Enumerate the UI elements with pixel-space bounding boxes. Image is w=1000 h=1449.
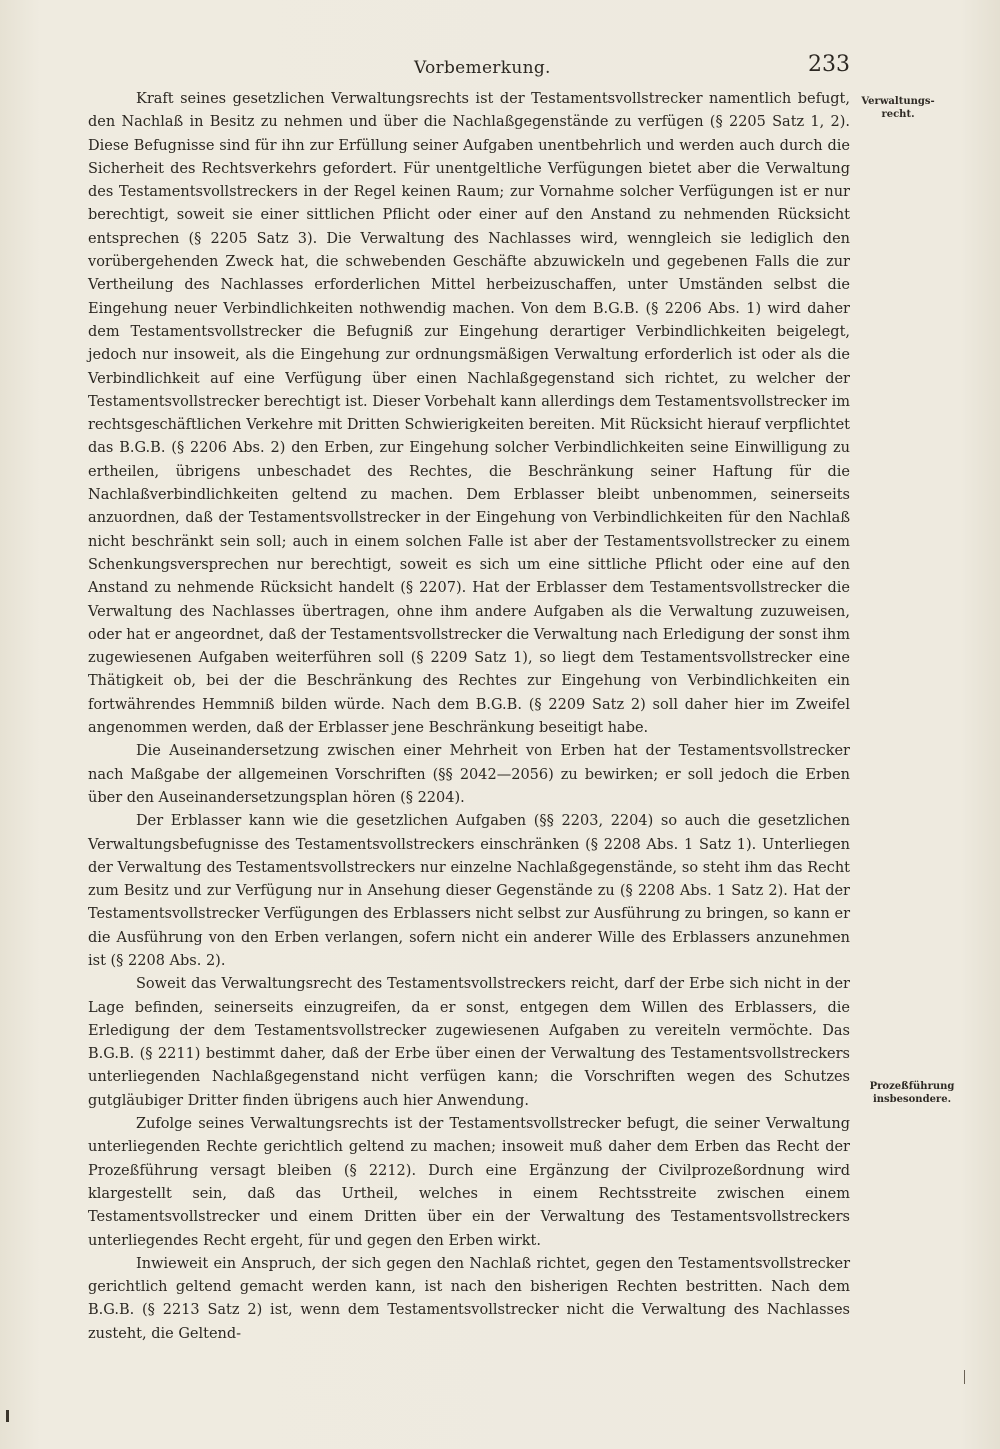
margin-note-prozessfuehrung: Prozeßführung insbesondere. bbox=[869, 1081, 955, 1105]
paragraph-verfuegungsverbot: Soweit das Verwaltungsrecht des Testamentsvollstreckers reicht, darf der Erbe sich nicht in der Lage befinden, seinerseits einzugreifen, da er sonst, entgegen dem Willen des Erblassers, die Erledigung der dem Testamentsvollstrecker zugewiesenen Aufgaben zu vereiteln vermöchte. Das B.G.B. (§ 2211) bestimmt daher, daß der Erbe über einen der Verwaltung des Testamentsvollstreckers unterliegenden Nachlaßgegenstand nicht verfügen kann; die Vorschriften wegen des Schutzes gutgläubiger Dritter finden übrigens auch hier Anwendung. bbox=[88, 976, 850, 1109]
paragraph-einschraenkung: Der Erblasser kann wie die gesetzlichen Aufgaben (§§ 2203, 2204) so auch die gesetzlichen Verwaltungsbefugnisse des Testamentsvollstreckers einschränken (§ 2208 Abs. 1 Satz 1). Unterliegen der Verwaltung des Testamentsvollstreckers nur einzelne Nachlaßgegenstände, so steht ihm das Recht zum Besitz und zur Verfügung nur in Ansehung dieser Gegenstände zu (§ 2208 Abs. 1 Satz 2). Hat der Testamentsvollstrecker Verfügungen des Erblassers nicht selbst zur Ausführung zu bringen, so kann er die Ausführung von den Erben verlangen, sofern nicht ein anderer Wille des Erblassers anzunehmen ist (§ 2208 Abs. 2). bbox=[88, 813, 850, 969]
scan-edge-mark-right bbox=[964, 1370, 965, 1384]
margin-note-verwaltungsrecht: Verwaltungs-recht. bbox=[861, 96, 935, 120]
paragraph-anspruch: Inwieweit ein Anspruch, der sich gegen den Nachlaß richtet, gegen den Testamentsvollstrecker gerichtlich geltend gemacht werden kann, ist nach den bisherigen Rechten bestritten. Nach dem B.G.B. (§ 2213 Satz 2) ist, wenn dem Testamentsvollstrecker nicht die Verwaltung des Nachlasses zusteht, die Geltend- bbox=[88, 1255, 850, 1342]
page-number: 233 bbox=[808, 52, 850, 77]
scan-edge-mark bbox=[6, 1410, 9, 1422]
paragraph-auseinandersetzung: Die Auseinandersetzung zwischen einer Mehrheit von Erben hat der Testamentsvollstrecker nach Maßgabe der allgemeinen Vorschriften (§§ 2042—2056) zu bewirken; er soll jedoch die Erben über den Auseinandersetzungsplan hören (§ 2204). bbox=[88, 743, 850, 806]
paragraph-verwaltungsrecht: Kraft seines gesetzlichen Verwaltungsrechts ist der Testamentsvollstrecker namentlich befugt, den Nachlaß in Besitz zu nehmen und über die Nachlaßgegenstände zu verfügen (§ 2205 Satz 1, 2). Diese Befugnisse sind für ihn zur Erfüllung seiner Aufgaben unentbehrlich und werden auch durch die Sicherheit des Rechtsverkehrs gefordert. Für unentgeltliche Verfügungen bietet aber die Verwaltung des Testamentsvollstreckers in der Regel keinen Raum; zur Vornahme solcher Verfügungen ist er nur berechtigt, soweit sie einer sittlichen Pflicht oder einer auf den Anstand zu nehmenden Rücksicht entsprechen (§ 2205 Satz 3). Die Verwaltung des Nachlasses wird, wenngleich sie lediglich den vorübergehenden Zweck hat, die schwebenden Geschäfte abzuwickeln und gegebenen Falls die zur Vertheilung des Nachlasses erforderlichen Mittel herbeizuschaffen, unter Umständen selbst die Eingehung neuer Verbindlichkeiten nothwendig machen. Von dem B.G.B. (§ 2206 Abs. 1) wird daher dem Testamentsvollstrecker die Befugniß zur Eingehung derartiger Verbindlichkeiten beigelegt, jedoch nur insoweit, als die Eingehung zur ordnungsmäßigen Verwaltung erforderlich ist oder als die Verbindlichkeit auf eine Verfügung über einen Nachlaßgegenstand sich richtet, zu welcher der Testamentsvollstrecker berechtigt ist. Dieser Vorbehalt kann allerdings dem Testamentsvollstrecker im rechtsgeschäftlichen Verkehre mit Dritten Schwierigkeiten bereiten. Mit Rücksicht hierauf verpflichtet das B.G.B. (§ 2206 Abs. 2) den Erben, zur Eingehung solcher Verbindlichkeiten seine Einwilligung zu ertheilen, übrigens unbeschadet des Rechtes, die Beschränkung seiner Haftung für die Nachlaßverbindlichkeiten geltend zu machen. Dem Erblasser bleibt unbenommen, seinerseits anzuordnen, daß der Testamentsvollstrecker in der Eingehung von Verbindlichkeiten für den Nachlaß nicht beschränkt sein soll; auch in einem solchen Falle ist aber der Testamentsvollstrecker zu einem Schenkungsversprechen nur berechtigt, soweit es sich um eine sittliche Pflicht oder eine auf den Anstand zu nehmende Rücksicht handelt (§ 2207). Hat der Erblasser dem Testamentsvollstrecker die Verwaltung des Nachlasses übertragen, ohne ihm andere Aufgaben als die Verwaltung zuzuweisen, oder hat er angeordnet, daß der Testamentsvollstrecker die Verwaltung nach Erledigung der sonst ihm zugewiesenen Aufgaben weiterführen soll (§ 2209 Satz 1), so liegt dem Testamentsvollstrecker eine Thätigkeit ob, bei der die Beschränkung des Rechtes zur Eingehung von Verbindlichkeiten ein fortwährendes Hemmniß bilden würde. Nach dem B.G.B. (§ 2209 Satz 2) soll daher hier im Zweifel angenommen werden, daß der Erblasser jene Beschränkung beseitigt habe. bbox=[88, 91, 850, 737]
running-head: Vorbemerkung. bbox=[414, 58, 551, 78]
paragraph-prozessfuehrung: Zufolge seines Verwaltungsrechts ist der Testamentsvollstrecker befugt, die seiner Verwaltung unterliegenden Rechte gerichtlich geltend zu machen; insoweit muß daher dem Erben das Recht der Prozeßführung versagt bleiben (§ 2212). Durch eine Ergänzung der Civilprozeßordnung wird klargestellt sein, daß das Urtheil, welches in einem Rechtsstreite zwischen einem Testamentsvollstrecker und einem Dritten über ein der Verwaltung des Testamentsvollstreckers unterliegendes Recht ergeht, für und gegen den Erben wirkt. bbox=[88, 1116, 850, 1249]
body-text bbox=[88, 88, 850, 1346]
